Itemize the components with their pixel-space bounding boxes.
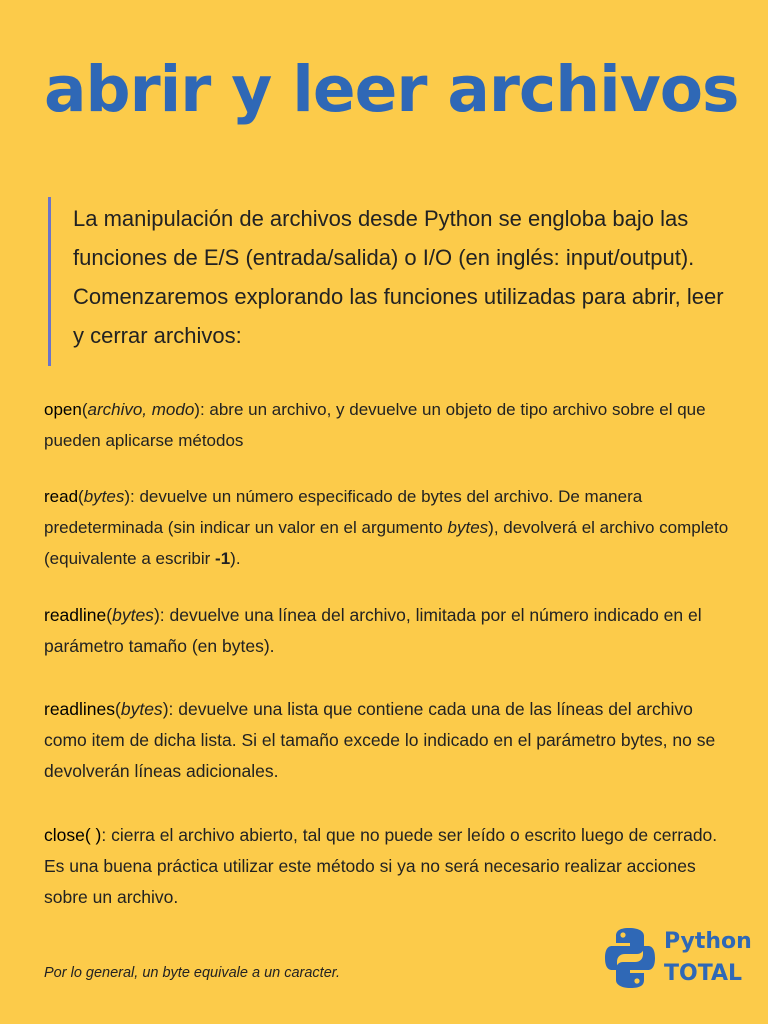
entry-readlines: readlines(bytes): devuelve una lista que contiene cada una de las líneas del archivo como item de dicha lista. Si el tamaño excede lo indicado en el parámetro bytes, no se devolverán líneas adicionales. — [44, 699, 716, 781]
entry-close — [44, 820, 734, 913]
function-params: archivo, modo — [87, 400, 195, 419]
function-name: readlines — [44, 699, 116, 719]
function-desc: : cierra el archivo abierto, tal que no puede ser leído o escrito luego de cerrado. Es una buena práctica utilizar este método si ya no será necesario realizar acciones sobre un archivo. — [44, 825, 718, 907]
function-params: bytes — [83, 487, 125, 506]
intro-block — [48, 197, 728, 366]
footnote: Por lo general, un byte equivale a un caracter. — [44, 965, 341, 981]
function-desc: : devuelve un número especificado de bytes del archivo. De manera predeterminada (sin indicar un valor en el argumento — [44, 487, 643, 537]
entry-open: open(archivo, modo): abre un archivo, y devuelve un objeto de tipo archivo sobre el que pueden aplicarse métodos — [44, 400, 706, 450]
function-desc-bold: -1 — [215, 549, 231, 568]
function-desc: ). — [230, 549, 241, 568]
function-params: bytes — [120, 699, 163, 719]
function-desc: : abre un archivo, y devuelve un objeto de tipo archivo sobre el que pueden aplicarse métodos — [44, 400, 706, 450]
function-name: read — [44, 487, 79, 506]
logo-line-1: Python — [664, 929, 752, 954]
function-name: close( ) — [44, 825, 102, 845]
function-desc: : devuelve una línea del archivo, limitada por el número indicado en el parámetro tamaño (en bytes). — [44, 605, 702, 656]
function-name: open — [44, 400, 82, 419]
entry-read: read(bytes): devuelve un número especificado de bytes del archivo. De manera predeterminada (sin indicar un valor en el argumento bytes), devolverá el archivo completo (equivalente a escribir -1). — [44, 487, 729, 568]
intro-text: La manipulación de archivos desde Python se engloba bajo las funciones de E/S (entrada/salida) o I/O (en inglés: input/output). Comenzaremos explorando las funciones utilizadas para abrir, leer y cerrar archivos: — [73, 206, 724, 348]
entry-readline: readline(bytes): devuelve una línea del archivo, limitada por el número indicado en el parámetro tamaño (en bytes). — [44, 605, 702, 656]
python-logo-icon — [604, 926, 656, 990]
python-total-logo — [604, 926, 754, 990]
function-name: readline — [44, 605, 107, 625]
function-params: bytes — [112, 605, 154, 625]
function-desc: ), devolverá el archivo completo (equivalente a escribir — [44, 518, 729, 568]
function-desc: : devuelve una lista que contiene cada una de las líneas del archivo como item de dicha lista. Si el tamaño excede lo indicado en el parámetro bytes, no se devolverán líneas adicionales. — [44, 699, 716, 781]
logo-line-2: TOTAL — [664, 961, 743, 986]
page-title: abrir y leer archivos — [44, 53, 739, 126]
function-desc-em: bytes — [447, 518, 489, 537]
